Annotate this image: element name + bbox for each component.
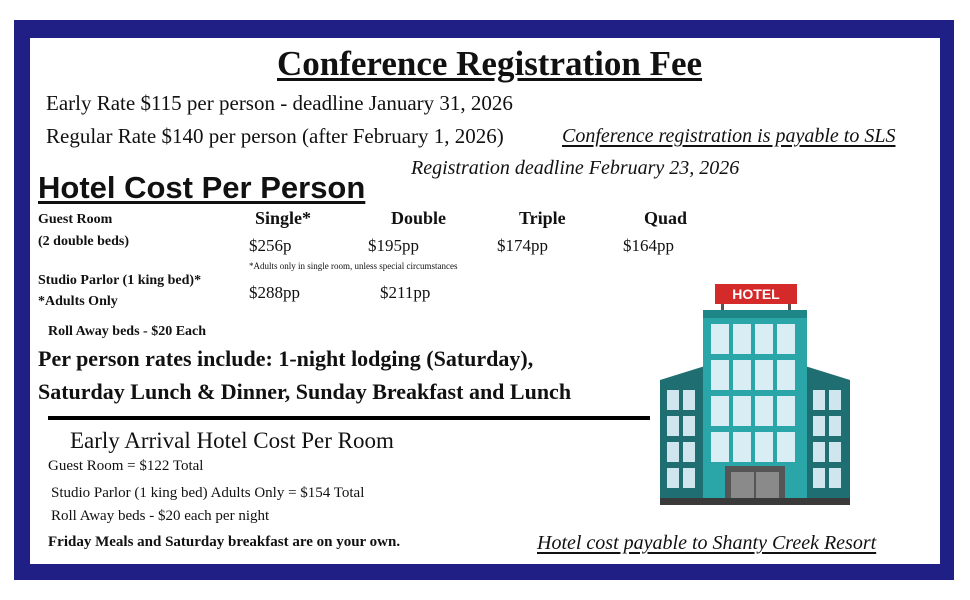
guest-triple-price: $174pp — [497, 236, 548, 255]
includes-line-2: Saturday Lunch & Dinner, Sunday Breakfast and Lunch — [38, 379, 572, 404]
early-arrival-title: Early Arrival Hotel Cost Per Room — [70, 428, 394, 453]
regular-rate: Regular Rate $140 per person (after February 1, 2026) — [46, 124, 504, 148]
conference-title: Conference Registration Fee — [277, 44, 703, 83]
rollaway-label: Roll Away beds - $20 Each — [48, 324, 207, 339]
early-guest-room: Guest Room = $122 Total — [48, 458, 204, 474]
hotel-building-icon — [655, 280, 855, 510]
section-divider — [48, 416, 650, 420]
conference-payable-note: Conference registration is payable to SLS — [562, 125, 896, 147]
guest-single-price: $256p — [249, 236, 292, 255]
single-room-note: *Adults only in single room, unless special circumstances — [249, 261, 458, 271]
studio-double-price: $211pp — [380, 283, 431, 302]
col-single: Single* — [255, 208, 312, 228]
hotel-cost-title: Hotel Cost Per Person — [38, 170, 366, 205]
hotel-payable-note: Hotel cost payable to Shanty Creek Resort — [537, 532, 877, 554]
early-studio: Studio Parlor (1 king bed) Adults Only = $154 Total — [51, 485, 365, 501]
hotel-sign-text: HOTEL — [732, 286, 780, 302]
studio-adults-only: *Adults Only — [38, 294, 118, 309]
col-quad: Quad — [644, 208, 688, 228]
col-double: Double — [391, 208, 447, 228]
guest-room-label: Guest Room — [38, 212, 113, 227]
meals-note: Friday Meals and Saturday breakfast are on your own. — [48, 534, 401, 550]
guest-quad-price: $164pp — [623, 236, 674, 255]
registration-deadline: Registration deadline February 23, 2026 — [411, 157, 740, 179]
guest-room-beds: (2 double beds) — [38, 234, 130, 249]
early-rate: Early Rate $115 per person - deadline January 31, 2026 — [46, 91, 513, 115]
guest-double-price: $195pp — [368, 236, 419, 255]
col-triple: Triple — [519, 208, 566, 228]
early-rollaway: Roll Away beds - $20 each per night — [51, 508, 270, 524]
studio-label: Studio Parlor (1 king bed)* — [38, 273, 202, 288]
includes-line-1: Per person rates include: 1-night lodging (Saturday), — [38, 346, 534, 371]
studio-single-price: $288pp — [249, 283, 300, 302]
